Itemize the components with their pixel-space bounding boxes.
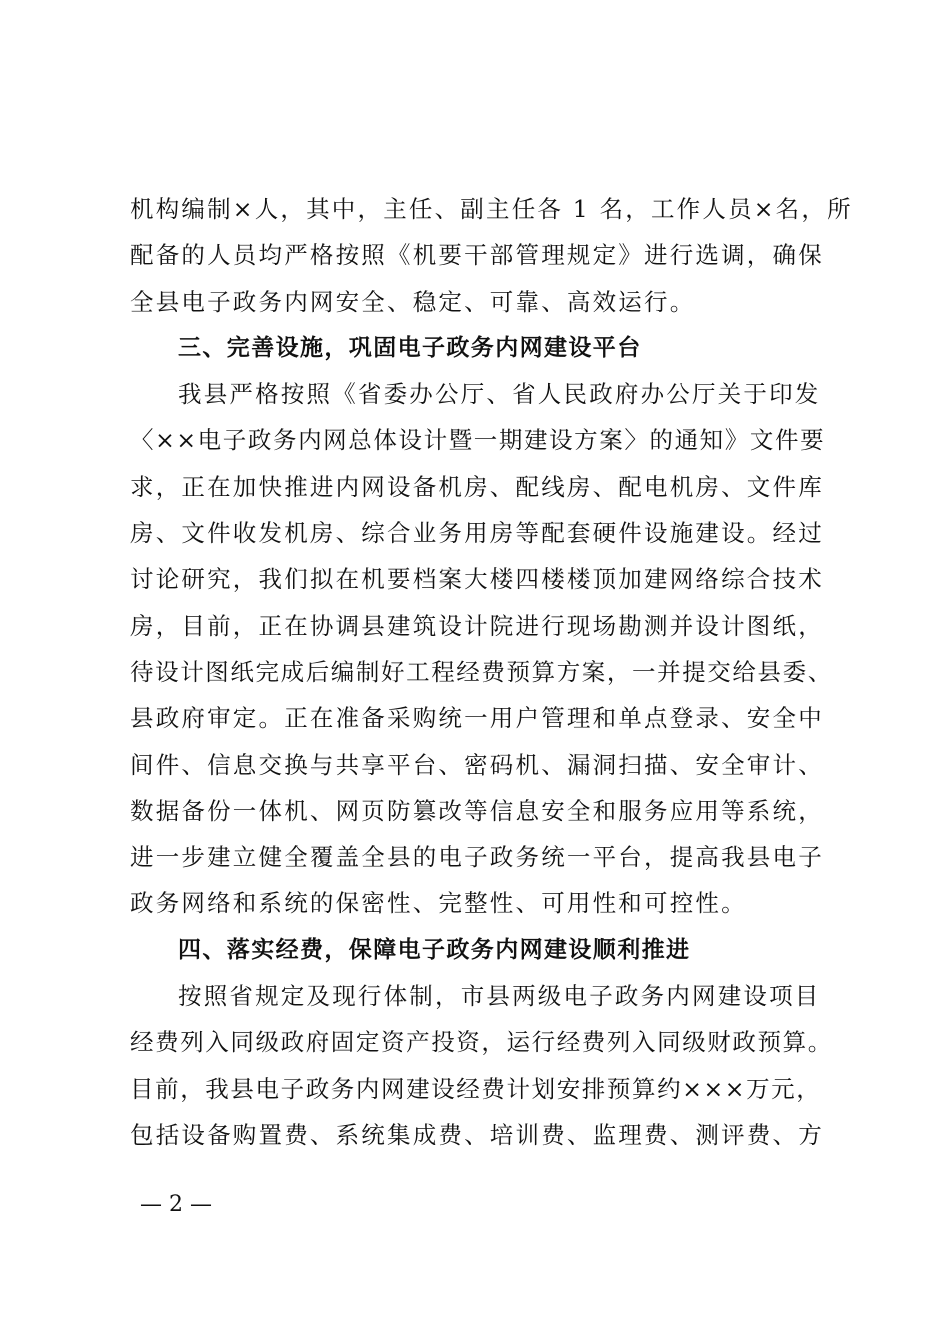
paragraph-line: 按照省规定及现行体制，市县两级电子政务内网建设项目 — [178, 982, 821, 1011]
section-heading-3: 三、完善设施，巩固电子政务内网建设平台 — [178, 334, 642, 361]
paragraph-line: 待设计图纸完成后编制好工程经费预算方案，一并提交给县委、 — [130, 657, 833, 686]
paragraph-line: 目前，我县电子政务内网建设经费计划安排预算约×××万元， — [130, 1074, 822, 1103]
paragraph-line: 配备的人员均严格按照《机要干部管理规定》进行选调，确保 — [130, 241, 824, 270]
paragraph-line: 我县严格按照《省委办公厅、省人民政府办公厅关于印发 — [178, 380, 821, 409]
paragraph-line: 机构编制×人，其中，主任、副主任各 1 名，工作人员×名，所 — [130, 195, 853, 223]
section-heading-4: 四、落实经费，保障电子政务内网建设顺利推进 — [178, 936, 691, 963]
paragraph-line: 间件、信息交换与共享平台、密码机、漏洞扫描、安全审计、 — [130, 750, 824, 779]
paragraph-line: 房，目前，正在协调县建筑设计院进行现场勘测并设计图纸， — [130, 611, 824, 640]
paragraph-line: 全县电子政务内网安全、稳定、可靠、高效运行。 — [130, 287, 696, 316]
paragraph-line: 数据备份一体机、网页防篡改等信息安全和服务应用等系统， — [130, 796, 824, 825]
body-text — [130, 186, 853, 1158]
paragraph-line: 〈××电子政务内网总体设计暨一期建设方案〉的通知》文件要 — [130, 426, 826, 455]
paragraph-line: 房、文件收发机房、综合业务用房等配套硬件设施建设。经过 — [130, 519, 824, 548]
paragraph-line: 政务网络和系统的保密性、完整性、可用性和可控性。 — [130, 889, 747, 918]
paragraph-line: 进一步建立健全覆盖全县的电子政务统一平台，提高我县电子 — [130, 843, 824, 872]
page-number: — 2 — — [140, 1192, 212, 1217]
paragraph-line: 求，正在加快推进内网设备机房、配线房、配电机房、文件库 — [130, 472, 824, 501]
paragraph-line: 讨论研究，我们拟在机要档案大楼四楼楼顶加建网络综合技术 — [130, 565, 824, 594]
paragraph-line: 包括设备购置费、系统集成费、培训费、监理费、测评费、方 — [130, 1120, 824, 1149]
paragraph-line: 县政府审定。正在准备采购统一用户管理和单点登录、安全中 — [130, 704, 824, 733]
paragraph-line: 经费列入同级政府固定资产投资，运行经费列入同级财政预算。 — [130, 1028, 833, 1057]
